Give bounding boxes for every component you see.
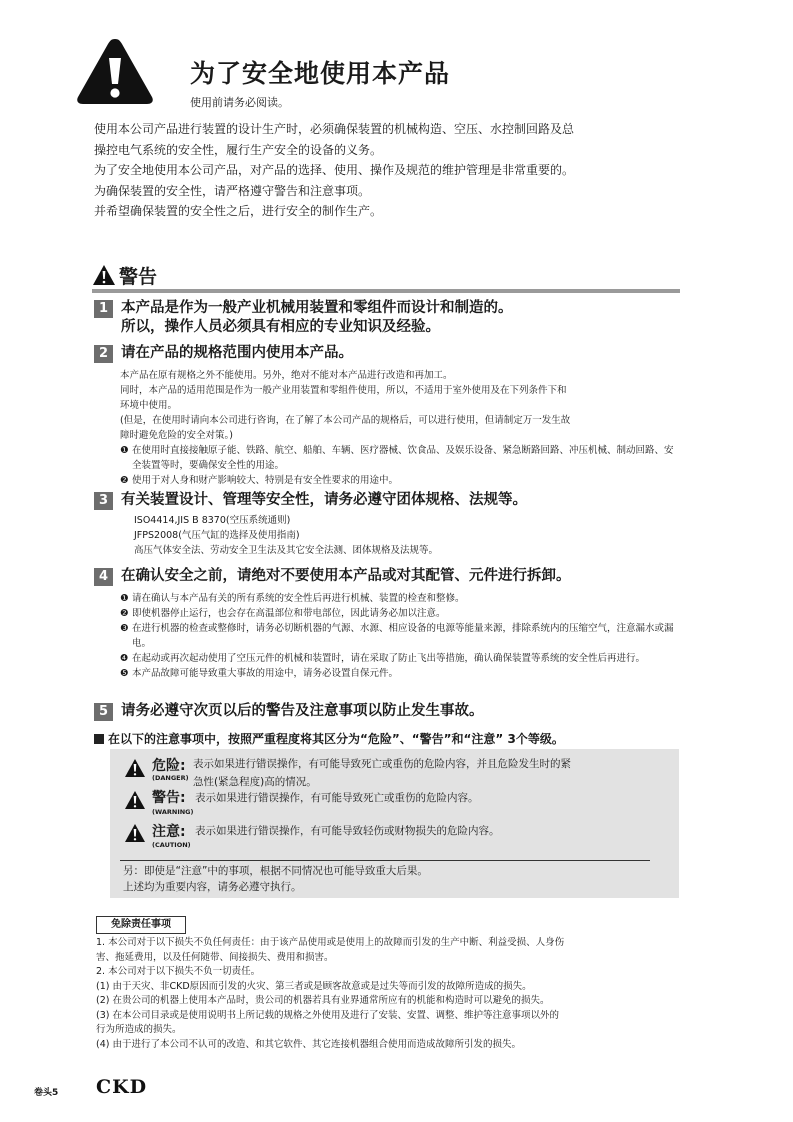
- disclaimer-body: [96, 936, 686, 1052]
- disclaimer-heading: 免除责任事项: [96, 916, 186, 934]
- square-bullet-icon: [94, 734, 104, 744]
- warning-item-1: [94, 299, 686, 337]
- body-line: (但是，在使用时请向本公司进行咨询，在了解了本公司产品的规格后，可以进行使用，但请制定万一发生故: [120, 415, 571, 426]
- box-divider: [120, 860, 650, 861]
- list-item: [120, 473, 686, 488]
- note-line: 上述均为重要内容，请务必遵守执行。: [123, 881, 302, 893]
- warning-icon: [124, 823, 146, 843]
- list-item: [120, 443, 686, 473]
- item-title: 请务必遵守次页以后的警告及注意事项以防止发生事故。: [121, 703, 484, 719]
- warning-icon: [124, 790, 146, 810]
- item-title: 本产品是作为一般产业机械用装置和零组件而设计和制造的。: [121, 300, 513, 316]
- warning-item-5: [94, 702, 686, 721]
- body-line: JFPS2008(气压气缸的选择及使用指南): [134, 530, 300, 541]
- body-line: ISO4414,JIS B 8370(空压系统通则): [134, 515, 291, 526]
- intro-line: 为确保装置的安全性，请严格遵守警告和注意事项。: [94, 183, 371, 198]
- item-body: [120, 368, 686, 488]
- disclaimer-line: 2. 本公司对于以下损失不负一切责任。: [96, 966, 261, 977]
- bullet-number: ❷: [120, 475, 129, 486]
- bullet-number: ❸: [120, 623, 129, 634]
- item-number: 2: [94, 345, 113, 363]
- item-body: [120, 591, 686, 681]
- intro-line: 使用本公司产品进行装置的设计生产时，必须确保装置的机械构造、空压、水控制回路及总: [94, 122, 575, 136]
- levels-note: [123, 863, 428, 895]
- intro-paragraph: [94, 119, 694, 222]
- list-item: [120, 621, 686, 651]
- classification-note: [94, 730, 564, 747]
- level-english: (DANGER): [152, 774, 189, 782]
- disclaimer-line: 行为所造成的损失。: [96, 1024, 182, 1035]
- body-line: 同时，本产品的适用范围是作为一般产业用装置和零组件使用，所以，不适用于室外使用及在下列条件下和: [120, 385, 567, 396]
- note-line: 另：即使是“注意”中的事项，根据不同情况也可能导致重大后果。: [123, 865, 428, 877]
- warning-heading-text: 警告: [119, 265, 158, 288]
- bullet-text: 在起动或再次起动使用了空压元件的机械和装置时，请在采取了防止飞出等措施，确认确保装置等系统的安全性后再进行。: [132, 653, 646, 664]
- warning-icon: [124, 758, 146, 778]
- item-title: 请在产品的规格范围内使用本产品。: [121, 345, 353, 361]
- bullet-text: 在进行机器的检查或整修时，请务必切断机器的气源、水源、相应设备的电源等能量来源，排除系统内的压缩空气，注意漏水或漏电。: [132, 623, 674, 649]
- level-english: (WARNING): [152, 808, 194, 816]
- ckd-logo: CKD: [96, 1076, 148, 1098]
- body-line: 本产品在原有规格之外不能使用。另外，绝对不能对本产品进行改造和再加工。: [120, 370, 453, 381]
- item-number: 1: [94, 300, 113, 318]
- list-item: [120, 666, 686, 681]
- bullet-number: ❺: [120, 668, 129, 679]
- bullet-number: ❷: [120, 608, 129, 619]
- level-name: 危险:: [152, 758, 186, 774]
- list-item: [120, 651, 686, 666]
- warning-item-3: [94, 491, 686, 558]
- item-number: 5: [94, 703, 113, 721]
- bullet-number: ❹: [120, 653, 129, 664]
- intro-line: 为了安全地使用本公司产品，对产品的选择、使用、操作及规范的维护管理是非常重要的。: [94, 163, 575, 177]
- disclaimer-line: 害、拖延费用，以及任何随带、间接损失、费用和损害。: [96, 951, 334, 963]
- level-description: 表示如果进行错误操作，有可能导致死亡或重伤的危险内容。: [195, 792, 479, 804]
- warning-section-heading: [92, 262, 157, 288]
- list-item: [120, 591, 686, 606]
- page-title: 为了安全地使用本产品: [190, 59, 451, 88]
- body-line: 高压气体安全法、劳动安全卫生法及其它安全法测、团体规格及法规等。: [134, 545, 439, 556]
- level-name: 注意:: [152, 824, 186, 840]
- level-english: (CAUTION): [152, 841, 191, 849]
- body-line: 环境中使用。: [120, 400, 178, 411]
- intro-line: 操控电气系统的安全性，履行生产安全的设备的义务。: [94, 142, 383, 157]
- disclaimer-line: (1) 由于天灾、非CKD原因而引发的火灾、第三者或是顾客故意或是过失等而引发的故障所造成的损失。: [96, 980, 532, 992]
- item-title: 有关装置设计、管理等安全性，请务必遵守团体规格、法规等。: [121, 492, 527, 508]
- bullet-text: 即使机器停止运行，也会存在高温部位和带电部位，因此请务必加以注意。: [132, 608, 446, 619]
- item-title: 在确认安全之前，请绝对不要使用本产品或对其配管、元件进行拆卸。: [121, 568, 571, 584]
- disclaimer-line: (4) 由于进行了本公司不认可的改造、和其它软件、其它连接机器组合使用而造成故障所引发的损失。: [96, 1038, 521, 1050]
- bullet-text: 在使用时直接接触原子能、铁路、航空、船舶、车辆、医疗器械、饮食品、及娱乐设备、紧急断路回路、冲压机械、制动回路、安全装置等时，要确保安全性的用途。: [132, 445, 674, 471]
- bullet-number: ❶: [120, 593, 129, 604]
- page-subtitle: 使用前请务必阅读。: [190, 96, 289, 109]
- list-item: [120, 606, 686, 621]
- disclaimer-line: 1. 本公司对于以下损失不负任何责任：由于该产品使用或是使用上的故障而引发的生产中断、利益受损、人身伤: [96, 937, 565, 948]
- item-number: 3: [94, 492, 113, 510]
- item-title-line2: 所以，操作人员必须具有相应的专业知识及经验。: [121, 319, 440, 335]
- warning-triangle-icon: [76, 36, 154, 106]
- warning-item-4: [94, 567, 686, 681]
- classification-text: 在以下的注意事项中，按照严重程度将其区分为“危险”、“警告”和“注意” 3个等级。: [108, 732, 564, 746]
- item-number: 4: [94, 568, 113, 586]
- warning-item-2: [94, 344, 686, 488]
- bullet-text: 本产品故障可能导致重大事故的用途中，请务必设置自保元件。: [132, 668, 399, 679]
- warning-icon: [92, 264, 116, 286]
- level-name: 警告:: [152, 790, 186, 806]
- item-body: [134, 513, 686, 558]
- level-description: 表示如果进行错误操作，有可能导致轻伤或财物损失的危险内容。: [195, 825, 500, 837]
- hazard-levels-box: [110, 749, 679, 898]
- bullet-number: ❶: [120, 445, 129, 456]
- bullet-text: 请在确认与本产品有关的所有系统的安全性后再进行机械、装置的检查和整修。: [132, 593, 465, 604]
- body-line: 障时避免危险的安全对策。): [120, 430, 233, 441]
- level-description: 表示如果进行错误操作，有可能导致死亡或重伤的危险内容，并且危险发生时的紧: [193, 758, 571, 770]
- intro-line: 并希望确保装置的安全性之后，进行安全的制作生产。: [94, 204, 383, 218]
- level-description: 急性(紧急程度)高的情况。: [193, 776, 317, 788]
- disclaimer-line: (3) 在本公司目录或是使用说明书上所记载的规格之外使用及进行了安装、安置、调整、维护等注意事项以外的: [96, 1009, 559, 1021]
- disclaimer-line: (2) 在贵公司的机器上使用本产品时，贵公司的机器若具有业界通常所应有的机能和构造时可以避免的损失。: [96, 995, 550, 1006]
- section-divider: [92, 289, 680, 293]
- page-number: 卷头5: [34, 1088, 59, 1098]
- bullet-text: 使用于对人身和财产影响较大、特别是有安全性要求的用途中。: [132, 475, 399, 486]
